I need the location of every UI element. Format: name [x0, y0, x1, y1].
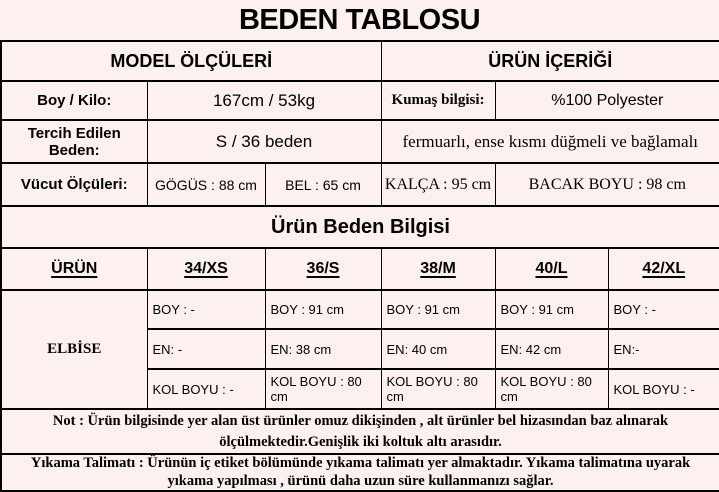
- chest-value: GÖGÜS : 88 cm: [147, 163, 265, 206]
- length-cell-40l: BOY : 91 cm: [495, 290, 608, 329]
- width-cell-34xs: EN: -: [147, 329, 265, 369]
- length-cell-36s: BOY : 91 cm: [265, 290, 381, 329]
- size-info-header: Ürün Beden Bilgisi: [1, 206, 719, 248]
- wash-instructions-note: Yıkama Talimatı : Ürünün iç etiket bölümünde yıkama talimatı yer almaktadır. Yıkama talimatına uyarak yıkama yapılması , ürünü daha uzun süre kullanmanızı sağlar.: [1, 454, 719, 492]
- length-row: [1, 290, 719, 329]
- width-cell-38m: EN: 40 cm: [381, 329, 495, 369]
- column-header-36s: 36/S: [265, 248, 381, 290]
- leg-length-value: BACAK BOYU : 98 cm: [495, 163, 719, 206]
- model-measures-header: MODEL ÖLÇÜLERİ: [1, 41, 381, 81]
- wash-note-row: [1, 454, 719, 492]
- body-measures-row: [1, 163, 719, 206]
- section-header-row: [1, 41, 719, 81]
- measurement-note: Not : Ürün bilgisinde yer alan üst ürünler omuz dikişinden , alt ürünler bel hizasından baz alınarak ölçülmektedir.Genişlik iki koltuk altı arasıdır.: [1, 409, 719, 454]
- preferred-size-label: Tercih Edilen Beden:: [1, 120, 147, 163]
- sleeve-cell-38m: KOL BOYU : 80 cm: [381, 369, 495, 409]
- width-cell-40l: EN: 42 cm: [495, 329, 608, 369]
- sleeve-cell-40l: KOL BOYU : 80 cm: [495, 369, 608, 409]
- width-cell-36s: EN: 38 cm: [265, 329, 381, 369]
- product-content-header: ÜRÜN İÇERİĞİ: [381, 41, 719, 81]
- column-header-38m: 38/M: [381, 248, 495, 290]
- column-header-40l: 40/L: [495, 248, 608, 290]
- preferred-size-row: [1, 120, 719, 163]
- product-name: ELBİSE: [1, 290, 147, 409]
- fabric-label: Kumaş bilgisi:: [381, 81, 495, 120]
- column-header-34xs: 34/XS: [147, 248, 265, 290]
- length-cell-34xs: BOY : -: [147, 290, 265, 329]
- size-columns-row: [1, 248, 719, 290]
- column-header-urun: ÜRÜN: [1, 248, 147, 290]
- sleeve-cell-36s: KOL BOYU : 80 cm: [265, 369, 381, 409]
- body-measures-label: Vücut Ölçüleri:: [1, 163, 147, 206]
- preferred-size-value: S / 36 beden: [147, 120, 381, 163]
- hip-value: KALÇA : 95 cm: [381, 163, 495, 206]
- width-cell-42xl: EN:-: [608, 329, 719, 369]
- height-weight-row: [1, 81, 719, 120]
- sleeve-cell-42xl: KOL BOYU : -: [608, 369, 719, 409]
- fabric-value: %100 Polyester: [495, 81, 719, 120]
- column-header-42xl: 42/XL: [608, 248, 719, 290]
- height-weight-label: Boy / Kilo:: [1, 81, 147, 120]
- measurement-note-row: [1, 409, 719, 454]
- length-cell-38m: BOY : 91 cm: [381, 290, 495, 329]
- height-weight-value: 167cm / 53kg: [147, 81, 381, 120]
- product-features: fermuarlı, ense kısmı düğmeli ve bağlamalı: [381, 120, 719, 163]
- size-info-header-row: [1, 206, 719, 248]
- waist-value: BEL : 65 cm: [265, 163, 381, 206]
- sleeve-cell-34xs: KOL BOYU : -: [147, 369, 265, 409]
- length-cell-42xl: BOY : -: [608, 290, 719, 329]
- page-title: BEDEN TABLOSU: [238, 3, 481, 36]
- size-chart-table: [0, 40, 719, 492]
